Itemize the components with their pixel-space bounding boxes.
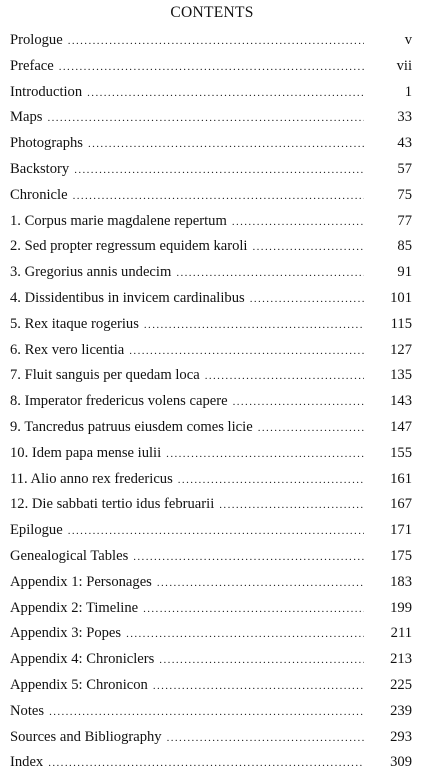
toc-entry-page-number: vii bbox=[396, 57, 412, 74]
toc-entry-page-number: 171 bbox=[390, 522, 412, 539]
dot-leader bbox=[73, 184, 364, 210]
toc-entry bbox=[10, 699, 412, 725]
dot-leader bbox=[126, 622, 364, 648]
toc-entry-page-number: 309 bbox=[390, 754, 412, 771]
toc-entry-label: Appendix 2: Timeline bbox=[10, 599, 139, 616]
toc-entry-page-number: 75 bbox=[397, 186, 412, 203]
dot-leader bbox=[68, 29, 364, 55]
dot-leader bbox=[167, 726, 364, 752]
toc-entry-page-number: 199 bbox=[390, 599, 412, 616]
toc-entry-page-number: 143 bbox=[390, 393, 412, 410]
toc-entry-label: 5. Rex itaque rogerius bbox=[10, 315, 139, 332]
toc-entry-label: Prologue bbox=[10, 32, 63, 48]
dot-leader bbox=[157, 571, 364, 597]
toc-entry bbox=[10, 467, 412, 493]
toc-entry-page-number: v bbox=[404, 32, 412, 48]
toc-entry-page-number: 115 bbox=[390, 315, 412, 332]
page-title: CONTENTS bbox=[170, 4, 254, 21]
toc-entry-label: Introduction bbox=[10, 83, 83, 100]
toc-entry bbox=[10, 415, 412, 441]
dot-leader bbox=[74, 158, 364, 184]
toc-entry bbox=[10, 596, 412, 622]
toc-entry-label: Backstory bbox=[10, 160, 70, 177]
toc-entry-label: Sources and Bibliography bbox=[10, 728, 162, 745]
toc-entry bbox=[10, 260, 412, 286]
toc-entry-label: 6. Rex vero licentia bbox=[10, 341, 125, 358]
toc-entry-page-number: 147 bbox=[390, 418, 412, 435]
toc-entry-label: Chronicle bbox=[10, 186, 68, 203]
toc-entry-page-number: 183 bbox=[390, 573, 412, 590]
toc-entry-page-number: 225 bbox=[390, 676, 412, 693]
toc-entry-label: Notes bbox=[10, 702, 45, 719]
toc-entry-label: Maps bbox=[10, 109, 43, 126]
toc-entry-label: Index bbox=[10, 754, 44, 771]
dot-leader bbox=[166, 442, 364, 468]
toc-entry-label: 10. Idem papa mense iulii bbox=[10, 444, 162, 461]
toc-entry bbox=[10, 131, 412, 157]
toc-entry-page-number: 213 bbox=[390, 651, 412, 668]
dot-leader bbox=[47, 106, 364, 132]
toc-entry bbox=[10, 621, 412, 647]
toc-entry-page-number: 85 bbox=[397, 238, 412, 255]
dot-leader bbox=[253, 235, 365, 261]
toc-entry bbox=[10, 544, 412, 570]
toc-entry-label: 3. Gregorius annis undecim bbox=[10, 264, 172, 281]
dot-leader bbox=[49, 700, 364, 726]
dot-leader bbox=[88, 132, 364, 158]
dot-leader bbox=[232, 210, 364, 236]
toc-entry-label: 11. Alio anno rex fredericus bbox=[10, 470, 173, 487]
toc-entry-page-number: 135 bbox=[390, 367, 412, 384]
toc-entry-page-number: 211 bbox=[390, 625, 412, 642]
toc-entry-page-number: 91 bbox=[397, 264, 412, 281]
toc-entry-page-number: 33 bbox=[397, 109, 412, 126]
toc-entry bbox=[10, 750, 412, 776]
toc-entry bbox=[10, 28, 412, 54]
toc-entry-page-number: 77 bbox=[397, 212, 412, 229]
toc-entry-label: 7. Fluit sanguis per quedam loca bbox=[10, 367, 200, 384]
toc-entry bbox=[10, 183, 412, 209]
toc-entry-page-number: 161 bbox=[390, 470, 412, 487]
toc-entry-label: Appendix 3: Popes bbox=[10, 625, 122, 642]
dot-leader bbox=[87, 81, 364, 107]
toc-entry bbox=[10, 673, 412, 699]
toc-entry bbox=[10, 80, 412, 106]
toc-entry-page-number: 293 bbox=[390, 728, 412, 745]
dot-leader bbox=[143, 597, 364, 623]
toc-entry bbox=[10, 518, 412, 544]
dot-leader bbox=[144, 313, 364, 339]
toc-entry-label: Appendix 4: Chroniclers bbox=[10, 651, 155, 668]
dot-leader bbox=[258, 416, 364, 442]
toc-entry bbox=[10, 363, 412, 389]
toc-entry-page-number: 155 bbox=[390, 444, 412, 461]
toc-entry bbox=[10, 209, 412, 235]
toc-entry bbox=[10, 312, 412, 338]
toc-entry-page-number: 175 bbox=[390, 547, 412, 564]
dot-leader bbox=[153, 674, 364, 700]
toc-entry bbox=[10, 157, 412, 183]
dot-leader bbox=[68, 519, 364, 545]
toc-entry-page-number: 43 bbox=[397, 135, 412, 152]
toc-entry-page-number: 127 bbox=[390, 341, 412, 358]
toc-entry-label: Epilogue bbox=[10, 522, 63, 539]
dot-leader bbox=[176, 261, 364, 287]
toc-entry-label: 2. Sed propter regressum equidem karoli bbox=[10, 238, 248, 255]
toc-entry-label: 12. Die sabbati tertio idus februarii bbox=[10, 496, 215, 513]
toc-entry-page-number: 57 bbox=[397, 160, 412, 177]
toc-entry-page-number: 101 bbox=[390, 289, 412, 306]
dot-leader bbox=[129, 339, 364, 365]
toc-entry bbox=[10, 105, 412, 131]
toc-entry-page-number: 1 bbox=[404, 83, 412, 100]
toc-entry bbox=[10, 725, 412, 751]
toc-entry-label: Preface bbox=[10, 57, 54, 74]
toc-entry-label: 1. Corpus marie magdalene repertum bbox=[10, 212, 227, 229]
toc-entry bbox=[10, 441, 412, 467]
toc-entry bbox=[10, 234, 412, 260]
dot-leader bbox=[178, 468, 364, 494]
toc-entry-label: Genealogical Tables bbox=[10, 547, 129, 564]
toc-entry-label: 4. Dissidentibus in invicem cardinalibus bbox=[10, 289, 245, 306]
toc-entry bbox=[10, 570, 412, 596]
toc-entry bbox=[10, 338, 412, 364]
dot-leader bbox=[205, 364, 364, 390]
toc-entry bbox=[10, 647, 412, 673]
toc-entry-page-number: 167 bbox=[390, 496, 412, 513]
dot-leader bbox=[59, 55, 364, 81]
toc-entry bbox=[10, 54, 412, 80]
dot-leader bbox=[233, 390, 364, 416]
toc-entry-label: 8. Imperator fredericus volens capere bbox=[10, 393, 228, 410]
toc-entry-label: 9. Tancredus patruus eiusdem comes licie bbox=[10, 418, 253, 435]
dot-leader bbox=[250, 287, 364, 313]
dot-leader bbox=[133, 545, 364, 571]
dot-leader bbox=[219, 493, 364, 519]
toc-entry-page-number: 239 bbox=[390, 702, 412, 719]
toc-entry bbox=[10, 286, 412, 312]
toc-entry bbox=[10, 389, 412, 415]
toc-entry-label: Photographs bbox=[10, 135, 83, 152]
dot-leader bbox=[159, 648, 364, 674]
table-of-contents bbox=[10, 28, 412, 776]
toc-entry-label: Appendix 5: Chronicon bbox=[10, 676, 148, 693]
toc-entry-label: Appendix 1: Personages bbox=[10, 573, 152, 590]
toc-entry bbox=[10, 492, 412, 518]
dot-leader bbox=[48, 751, 364, 777]
